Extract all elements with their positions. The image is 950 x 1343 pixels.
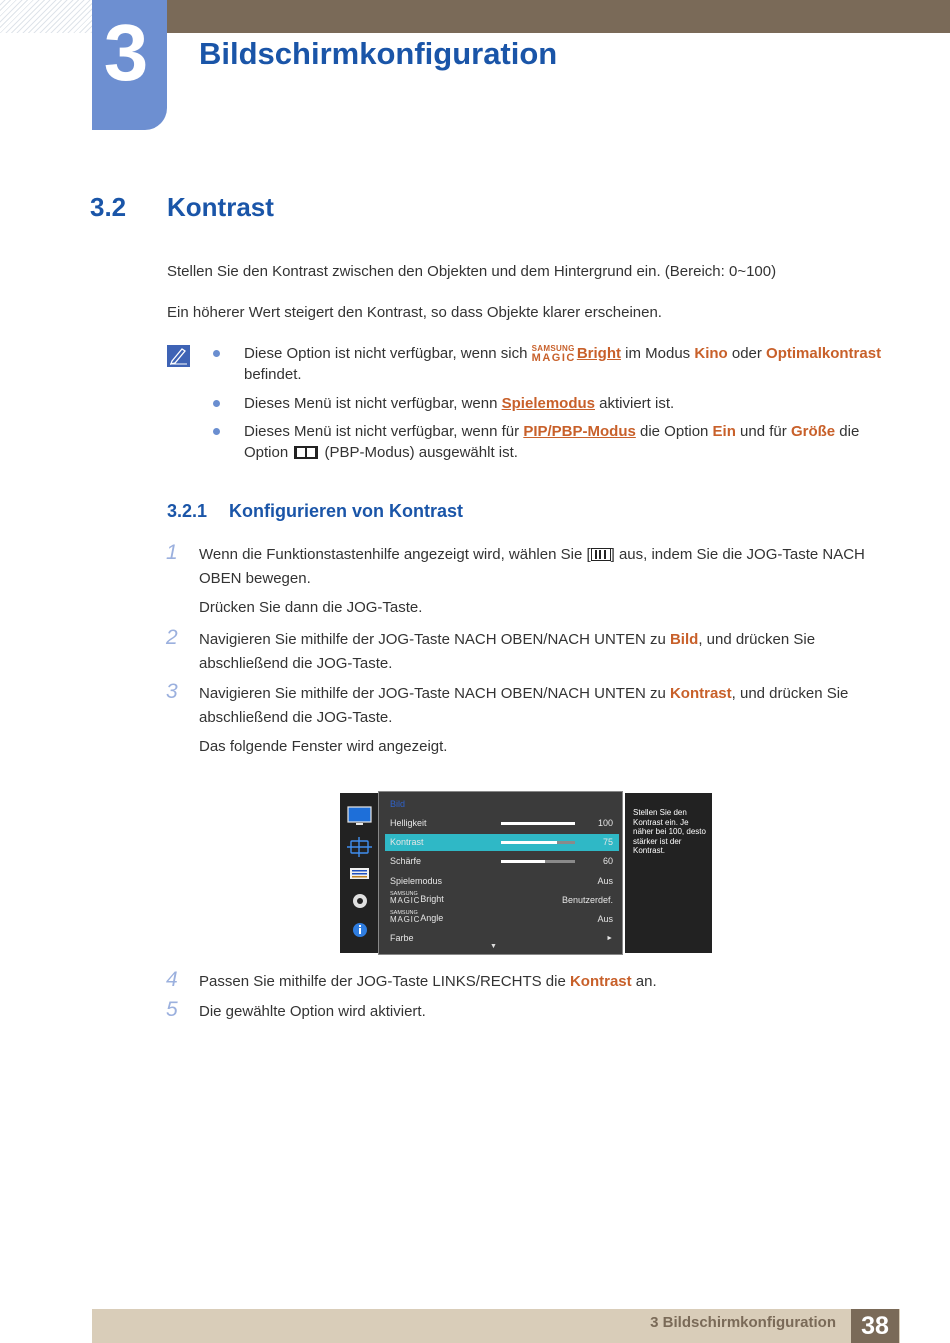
osd-row-helligkeit[interactable] bbox=[385, 815, 619, 832]
osd-slider-fill bbox=[501, 841, 557, 844]
note-1-text-b: im Modus bbox=[621, 345, 695, 362]
osd-row-label: Farbe bbox=[390, 933, 414, 943]
osd-row-spielemodus[interactable] bbox=[385, 873, 619, 890]
magic-word: MAGIC bbox=[390, 915, 421, 924]
osd-row-magic-angle[interactable] bbox=[385, 911, 619, 928]
note-3-text-d: die bbox=[835, 423, 860, 440]
kontrast-term: Kontrast bbox=[569, 973, 632, 990]
page-number: 38 bbox=[851, 1309, 899, 1343]
note-3 bbox=[244, 421, 884, 463]
osd-row-value: Aus bbox=[597, 914, 613, 924]
step-number: 4 bbox=[166, 968, 178, 991]
step-3-text: Navigieren Sie mithilfe der JOG-Taste NACH OBEN/NACH UNTEN zu bbox=[199, 685, 670, 702]
note-3-text: Dieses Menü ist nicht verfügbar, wenn für bbox=[244, 423, 524, 440]
bullet-dot bbox=[213, 400, 220, 407]
note-1-text-d: befindet. bbox=[244, 366, 302, 383]
pip-pbp-link[interactable]: PIP/PBP-Modus bbox=[523, 423, 636, 440]
step-2-text-b: , und drücken Sie bbox=[698, 631, 816, 648]
osd-row-farbe[interactable] bbox=[385, 930, 619, 947]
osd-slider-fill bbox=[501, 822, 575, 825]
osd-row-value: Aus bbox=[597, 876, 613, 886]
step-3-text-b: , und drücken Sie bbox=[731, 685, 849, 702]
osd-row-value: Benutzerdef. bbox=[561, 895, 613, 905]
osd-row-label bbox=[390, 911, 443, 923]
subsection-title: Konfigurieren von Kontrast bbox=[229, 501, 464, 521]
step-1-sub: Drücken Sie dann die JOG-Taste. bbox=[199, 599, 423, 616]
osd-row-kontrast[interactable] bbox=[385, 834, 619, 851]
section-number: 3.2 bbox=[90, 192, 127, 222]
note-1-text: Diese Option ist nicht verfügbar, wenn sich bbox=[244, 345, 532, 362]
magic-word: MAGIC bbox=[531, 352, 576, 364]
osd-row-label: Spielemodus bbox=[390, 876, 443, 886]
intro-paragraph-2: Ein höherer Wert steigert den Kontrast, so dass Objekte klarer erscheinen. bbox=[167, 304, 662, 321]
osd-row-magic-bright[interactable] bbox=[385, 892, 619, 909]
step-4-text: Passen Sie mithilfe der JOG-Taste LINKS/RECHTS die bbox=[199, 973, 570, 990]
samsung-word: SAMSUNG bbox=[390, 891, 418, 897]
submenu-arrow-icon: ► bbox=[606, 935, 613, 942]
footer-chapter-text: 3 Bildschirmkonfiguration bbox=[650, 1314, 836, 1331]
optimalkontrast-term: Optimalkontrast bbox=[766, 345, 882, 362]
osd-row-schaerfe[interactable] bbox=[385, 853, 619, 870]
samsung-word: SAMSUNG bbox=[531, 344, 575, 353]
chapter-title: Bildschirmkonfiguration bbox=[199, 36, 558, 71]
step-5: Die gewählte Option wird aktiviert. bbox=[199, 1003, 426, 1020]
osd-row-label: Schärfe bbox=[390, 856, 422, 866]
bild-term: Bild bbox=[669, 631, 699, 648]
step-number: 5 bbox=[166, 998, 178, 1021]
samsung-word: SAMSUNG bbox=[390, 910, 418, 916]
note-3-text-e: Option bbox=[244, 444, 293, 461]
osd-slider bbox=[501, 822, 575, 825]
step-number: 3 bbox=[166, 680, 178, 703]
osd-category-title: Bild bbox=[390, 799, 406, 809]
step-number: 2 bbox=[166, 626, 178, 649]
osd-slider bbox=[501, 841, 575, 844]
step-1-text: Wenn die Funktionstastenhilfe angezeigt wird, wählen Sie [ bbox=[199, 546, 591, 563]
gear-icon bbox=[353, 894, 367, 908]
magic-bright-link[interactable]: Bright bbox=[576, 345, 621, 362]
magic-bright-label: Bright bbox=[420, 894, 444, 904]
magic-angle-label: Angle bbox=[420, 913, 444, 923]
note-2 bbox=[244, 393, 884, 414]
bullet-dot bbox=[213, 428, 220, 435]
step-2 bbox=[199, 628, 899, 676]
samsung-magic-logo bbox=[390, 911, 420, 923]
osd-icons bbox=[340, 793, 378, 953]
intro-paragraph-1: Stellen Sie den Kontrast zwischen den Objekten und dem Hintergrund ein. (Bereich: 0~100) bbox=[167, 263, 777, 280]
osd-row-label bbox=[390, 892, 444, 904]
osd-icon-column bbox=[340, 793, 378, 953]
step-1 bbox=[199, 543, 899, 591]
step-number: 1 bbox=[166, 541, 178, 564]
step-1-text-c: OBEN bewegen. bbox=[199, 570, 311, 587]
subsection-number: 3.2.1 bbox=[167, 501, 208, 521]
note-3-text-c: und für bbox=[735, 423, 791, 440]
section-title: Kontrast bbox=[167, 192, 274, 222]
kino-term: Kino bbox=[694, 345, 728, 362]
bullet-dot bbox=[213, 350, 220, 357]
chapter-number: 3 bbox=[103, 8, 149, 97]
step-4-text-b: an. bbox=[631, 973, 657, 990]
osd-row-value: 100 bbox=[597, 818, 613, 828]
ein-term: Ein bbox=[712, 423, 736, 440]
magic-word: MAGIC bbox=[390, 896, 421, 905]
note-1-text-c: oder bbox=[727, 345, 767, 362]
kontrast-term: Kontrast bbox=[669, 685, 732, 702]
note-2-text: Dieses Menü ist nicht verfügbar, wenn bbox=[244, 395, 502, 412]
step-3 bbox=[199, 682, 899, 730]
osd-row-value: 75 bbox=[602, 837, 613, 847]
osd-row-label: Helligkeit bbox=[390, 818, 427, 828]
osd-row-value: 60 bbox=[602, 856, 613, 866]
header-bar bbox=[92, 0, 950, 33]
resize-icon bbox=[347, 837, 372, 857]
groesse-term: Größe bbox=[790, 423, 836, 440]
samsung-magic-logo bbox=[532, 345, 576, 364]
osd-slider-fill bbox=[501, 860, 545, 863]
scroll-down-arrow-icon[interactable]: ▼ bbox=[490, 943, 497, 950]
note-1 bbox=[244, 343, 884, 385]
monitor-icon bbox=[348, 807, 371, 825]
info-icon bbox=[353, 923, 367, 937]
step-4 bbox=[199, 970, 899, 994]
step-3-sub: Das folgende Fenster wird angezeigt. bbox=[199, 738, 448, 755]
note-3-text-b: die Option bbox=[635, 423, 713, 440]
menu-icon bbox=[591, 548, 611, 561]
step-2-text: Navigieren Sie mithilfe der JOG-Taste NACH OBEN/NACH UNTEN zu bbox=[199, 631, 670, 648]
osd-row-label: Kontrast bbox=[390, 837, 424, 847]
spielemodus-link[interactable]: Spielemodus bbox=[501, 395, 595, 412]
step-3-text-c: abschließend die JOG-Taste. bbox=[199, 709, 393, 726]
pbp-mode-icon bbox=[294, 446, 318, 459]
note-pencil-icon bbox=[167, 345, 190, 367]
header-hatch bbox=[0, 0, 92, 33]
osd-help-text: Stellen Sie den Kontrast ein. Je näher bei 100, desto stärker ist der Kontrast. bbox=[633, 808, 706, 856]
note-3-text-f: (PBP-Modus) ausgewählt ist. bbox=[320, 444, 518, 461]
note-2-text-b: aktiviert ist. bbox=[595, 395, 675, 412]
step-2-text-c: abschließend die JOG-Taste. bbox=[199, 655, 393, 672]
osd-slider bbox=[501, 860, 575, 863]
menu-list-icon bbox=[350, 868, 369, 879]
step-1-text-b: ] aus, indem Sie die JOG-Taste NACH bbox=[610, 546, 865, 563]
samsung-magic-logo bbox=[390, 892, 420, 904]
